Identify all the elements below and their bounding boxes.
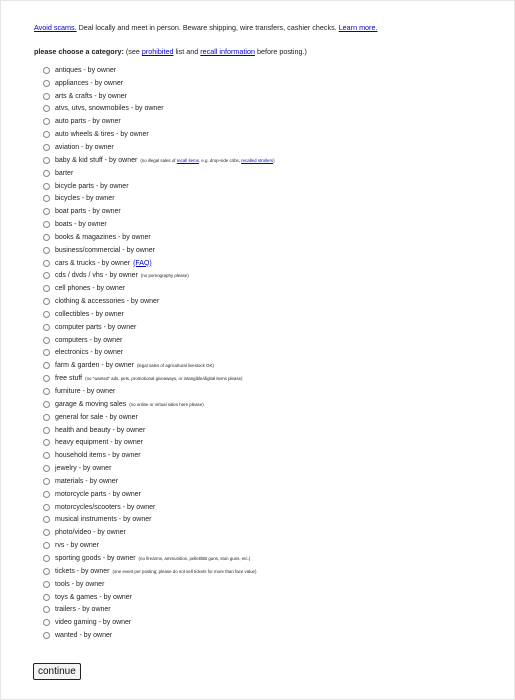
category-option[interactable]: [43, 526, 275, 539]
category-label: auto parts - by owner: [55, 118, 121, 126]
category-option[interactable]: [43, 424, 275, 437]
category-label: garage & moving sales: [55, 400, 127, 408]
radio-button[interactable]: [43, 581, 50, 588]
category-option[interactable]: [43, 77, 275, 90]
category-label: bicycles - by owner: [55, 195, 115, 203]
radio-button[interactable]: [43, 183, 50, 190]
scam-notice: [34, 23, 377, 32]
category-option[interactable]: [43, 270, 275, 283]
category-option[interactable]: [43, 385, 275, 398]
category-option[interactable]: [43, 321, 275, 334]
category-label: tickets - by owner: [55, 567, 110, 575]
category-option[interactable]: [43, 257, 275, 270]
note-text: , e.g. drop-side cribs,: [198, 157, 242, 163]
category-label: bicycle parts - by owner: [55, 182, 129, 190]
category-option[interactable]: [43, 411, 275, 424]
category-option[interactable]: [43, 334, 275, 347]
category-option[interactable]: [43, 308, 275, 321]
category-option[interactable]: [43, 154, 275, 167]
category-option[interactable]: [43, 449, 275, 462]
radio-button[interactable]: [43, 337, 50, 344]
radio-button[interactable]: [43, 594, 50, 601]
category-option[interactable]: [43, 514, 275, 527]
category-label: musical instruments - by owner: [55, 516, 152, 524]
category-option[interactable]: [43, 167, 275, 180]
category-option[interactable]: [43, 436, 275, 449]
note-text: (no pornography please): [140, 273, 189, 279]
radio-button[interactable]: [43, 80, 50, 87]
note-text: (legal sales of agricultural livestock OK): [136, 363, 214, 369]
radio-button[interactable]: [43, 478, 50, 485]
radio-button[interactable]: [43, 195, 50, 202]
radio-button[interactable]: [43, 375, 50, 382]
radio-button[interactable]: [43, 311, 50, 318]
radio-button[interactable]: [43, 285, 50, 292]
category-option[interactable]: [43, 475, 275, 488]
category-label: household items - by owner: [55, 452, 141, 460]
note-text: (no "wanted" ads, pets, promotional giveaways, or intangible/digital items please): [85, 376, 243, 382]
category-option[interactable]: [43, 616, 275, 629]
category-label: farm & garden - by owner: [55, 362, 134, 370]
radio-button[interactable]: [43, 118, 50, 125]
radio-button[interactable]: [43, 272, 50, 279]
category-label: cds / dvds / vhs - by owner: [55, 272, 138, 280]
recall-items-link[interactable]: recall items: [176, 157, 199, 163]
category-label: general for sale - by owner: [55, 413, 138, 421]
prompt-and-text: list and: [173, 47, 201, 56]
category-label: clothing & accessories - by owner: [55, 298, 160, 306]
category-label: wanted - by owner: [55, 632, 113, 640]
category-option[interactable]: [43, 103, 275, 116]
category-label: boats - by owner: [55, 221, 107, 229]
category-label: rvs - by owner: [55, 542, 99, 550]
category-note: [137, 363, 214, 368]
category-note: [140, 158, 274, 163]
category-label: computers - by owner: [55, 336, 123, 344]
category-label: books & magazines - by owner: [55, 233, 151, 241]
radio-button[interactable]: [43, 349, 50, 356]
radio-button[interactable]: [43, 260, 50, 267]
radio-button[interactable]: [43, 414, 50, 421]
category-label: cell phones - by owner: [55, 285, 126, 293]
radio-button[interactable]: [43, 170, 50, 177]
category-option[interactable]: [43, 141, 275, 154]
category-note: [139, 556, 251, 561]
radio-button[interactable]: [43, 298, 50, 305]
recalled-strollers-link[interactable]: recalled strollers: [241, 157, 274, 163]
radio-button[interactable]: [43, 516, 50, 523]
category-label: trailers - by owner: [55, 606, 111, 614]
category-label: collectibles - by owner: [55, 310, 124, 318]
category-option[interactable]: [43, 501, 275, 514]
category-option[interactable]: [43, 488, 275, 501]
category-option[interactable]: [43, 90, 275, 103]
category-option[interactable]: [43, 180, 275, 193]
radio-button[interactable]: [43, 67, 50, 74]
radio-button[interactable]: [43, 465, 50, 472]
prohibited-link[interactable]: prohibited: [141, 47, 174, 56]
category-option[interactable]: [43, 398, 275, 411]
category-label: sporting goods - by owner: [55, 554, 136, 562]
category-note: [141, 273, 189, 278]
radio-button[interactable]: [43, 388, 50, 395]
radio-button[interactable]: [43, 324, 50, 331]
category-option[interactable]: [43, 64, 275, 77]
category-option[interactable]: [43, 629, 275, 642]
category-option[interactable]: [43, 552, 275, 565]
radio-button[interactable]: [43, 491, 50, 498]
radio-button[interactable]: [43, 157, 50, 164]
category-note: [112, 569, 256, 574]
category-list: [43, 64, 275, 642]
category-label: photo/video - by owner: [55, 529, 126, 537]
category-option[interactable]: [43, 359, 275, 372]
category-label: auto wheels & tires - by owner: [55, 131, 149, 139]
faq-link[interactable]: (FAQ): [133, 259, 152, 267]
radio-button[interactable]: [43, 93, 50, 100]
radio-button[interactable]: [43, 504, 50, 511]
category-label: motorcycles/scooters - by owner: [55, 503, 156, 511]
category-label: aviation - by owner: [55, 143, 114, 151]
learn-more-link[interactable]: Learn more.: [338, 23, 378, 32]
radio-button[interactable]: [43, 619, 50, 626]
category-option[interactable]: [43, 295, 275, 308]
radio-button[interactable]: [43, 542, 50, 549]
category-label: arts & crafts - by owner: [55, 92, 127, 100]
radio-button[interactable]: [43, 208, 50, 215]
category-option[interactable]: [43, 192, 275, 205]
category-prompt-label: please choose a category:: [34, 47, 124, 56]
category-prompt: [34, 47, 307, 56]
category-option[interactable]: [43, 115, 275, 128]
prompt-see-text: (see: [123, 47, 142, 56]
category-label: tools - by owner: [55, 580, 105, 588]
category-option[interactable]: [43, 591, 275, 604]
radio-button[interactable]: [43, 452, 50, 459]
category-label: business/commercial - by owner: [55, 246, 155, 254]
category-option[interactable]: [43, 244, 275, 257]
radio-button[interactable]: [43, 401, 50, 408]
category-option[interactable]: [43, 218, 275, 231]
radio-button[interactable]: [43, 427, 50, 434]
radio-button[interactable]: [43, 439, 50, 446]
category-option[interactable]: [43, 565, 275, 578]
category-label: cars & trucks - by owner: [55, 259, 131, 267]
category-option[interactable]: [43, 205, 275, 218]
prompt-before-text: before posting.): [254, 47, 307, 56]
note-text: (one event per posting; please do not sell tickets for more than face value): [112, 568, 257, 574]
radio-button[interactable]: [43, 247, 50, 254]
category-label: video gaming - by owner: [55, 619, 132, 627]
category-label: computer parts - by owner: [55, 323, 137, 331]
avoid-scams-link[interactable]: Avoid scams.: [34, 23, 77, 32]
scam-notice-text: Deal locally and meet in person. Beware shipping, wire transfers, cashier checks.: [76, 23, 339, 32]
radio-button[interactable]: [43, 105, 50, 112]
continue-button[interactable]: continue: [33, 663, 81, 680]
category-option[interactable]: [43, 539, 275, 552]
category-label: toys & games - by owner: [55, 593, 133, 601]
category-option[interactable]: [43, 372, 275, 385]
category-label: free stuff: [55, 375, 83, 383]
category-option[interactable]: [43, 578, 275, 591]
recall-information-link[interactable]: recall information: [200, 47, 255, 56]
category-note: [129, 402, 203, 407]
category-label: barter: [55, 169, 74, 177]
radio-button[interactable]: [43, 555, 50, 562]
note-text: (no illegal sales of: [140, 157, 177, 163]
note-text: (no online or virtual sales here please): [129, 401, 204, 407]
radio-button[interactable]: [43, 144, 50, 151]
category-option[interactable]: [43, 462, 275, 475]
category-label: jewelry - by owner: [55, 465, 112, 473]
radio-button[interactable]: [43, 529, 50, 536]
radio-button[interactable]: [43, 632, 50, 639]
category-option[interactable]: [43, 128, 275, 141]
category-label: health and beauty - by owner: [55, 426, 146, 434]
category-option[interactable]: [43, 282, 275, 295]
category-label: appliances - by owner: [55, 79, 124, 87]
category-label: heavy equipment - by owner: [55, 439, 143, 447]
radio-button[interactable]: [43, 131, 50, 138]
category-option[interactable]: [43, 347, 275, 360]
radio-button[interactable]: [43, 606, 50, 613]
category-label: atvs, utvs, snowmobiles - by owner: [55, 105, 164, 113]
category-label: baby & kid stuff - by owner: [55, 156, 138, 164]
radio-button[interactable]: [43, 362, 50, 369]
category-option[interactable]: [43, 603, 275, 616]
category-label: antiques - by owner: [55, 66, 117, 74]
radio-button[interactable]: [43, 568, 50, 575]
category-label: materials - by owner: [55, 477, 119, 485]
category-option[interactable]: [43, 231, 275, 244]
category-note: [85, 376, 242, 381]
category-label: boat parts - by owner: [55, 208, 121, 216]
note-text: (no firearms, ammunition, pellet/BB guns, stun guns, etc.): [138, 555, 251, 561]
category-label: furniture - by owner: [55, 388, 116, 396]
radio-button[interactable]: [43, 221, 50, 228]
category-label: motorcycle parts - by owner: [55, 490, 141, 498]
note-text: ): [273, 157, 275, 163]
radio-button[interactable]: [43, 234, 50, 241]
category-label: electronics - by owner: [55, 349, 124, 357]
